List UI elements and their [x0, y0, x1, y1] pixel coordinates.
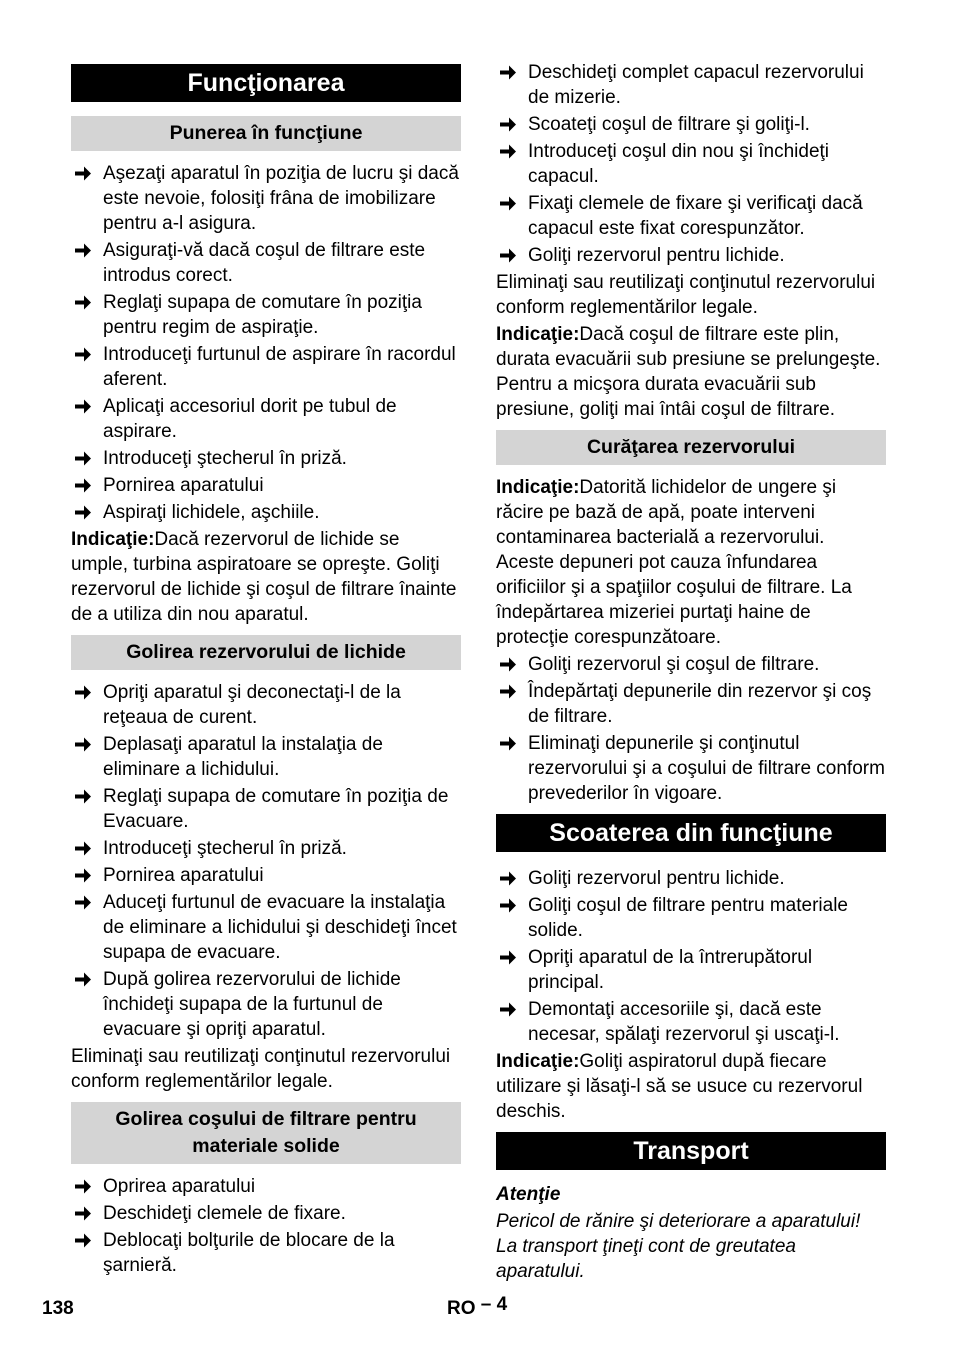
list-item: Deschideţi clemele de fixare. [71, 1201, 461, 1226]
arrow-right-icon [74, 1201, 92, 1226]
arrow-right-icon [499, 652, 517, 677]
list-item: Aşezaţi aparatul în poziţia de lucru şi dacă este nevoie, folosiţi frâna de imobilizare pentru a-l asigura. [71, 161, 461, 236]
arrow-right-icon [74, 967, 92, 992]
list-golirea-lichide [71, 680, 461, 1042]
list-item: Goliţi rezervorul pentru lichide. [496, 866, 886, 891]
list-item: Introduceţi ştecherul în priză. [71, 836, 461, 861]
arrow-right-icon [74, 784, 92, 809]
footer-section-number: 4 [496, 1294, 508, 1315]
heading-scoaterea-din-functiune: Scoaterea din funcţiune [496, 814, 886, 852]
list-item: Goliţi rezervorul pentru lichide. [496, 243, 886, 268]
list-item: Deschideţi complet capacul rezervorului de mizerie. [496, 60, 886, 110]
arrow-right-icon [74, 473, 92, 498]
arrow-right-icon [74, 342, 92, 367]
note-label: Indicaţie: [496, 324, 580, 345]
arrow-right-icon [74, 1174, 92, 1199]
arrow-right-icon [74, 836, 92, 861]
arrow-right-icon [74, 290, 92, 315]
body-paragraph: Eliminaţi sau reutilizaţi conţinutul rezervorului conform reglementărilor legale. [496, 272, 876, 318]
subheading-golirea-cosului: Golirea coşului de filtrare pentru materiale solide [71, 1102, 461, 1164]
arrow-right-icon [499, 997, 517, 1022]
list-item: Eliminaţi depunerile şi conţinutul rezervorului şi a coşului de filtrare conform prevederilor în vigoare. [496, 731, 886, 806]
list-item: Introduceţi coşul din nou şi închideţi capacul. [496, 139, 886, 189]
warning-label: Atenţie [496, 1184, 561, 1205]
list-item: Pornirea aparatului [71, 863, 461, 888]
list-item: Pornirea aparatului [71, 473, 461, 498]
arrow-right-icon [499, 679, 517, 704]
arrow-right-icon [499, 243, 517, 268]
footer-section [447, 1294, 508, 1320]
list-item: Demontaţi accesoriile şi, dacă este necesar, spălaţi rezervorul şi uscaţi-l. [496, 997, 886, 1047]
subheading-golirea-rezervorului: Golirea rezervorului de lichide [71, 635, 461, 670]
list-item: După golirea rezervorului de lichide închideţi supapa de la furtunul de evacuare şi opriţi aparatul. [71, 967, 461, 1042]
list-golirea-cosului [71, 1174, 461, 1278]
list-item: Opriţi aparatul de la întrerupătorul principal. [496, 945, 886, 995]
arrow-right-icon [74, 863, 92, 888]
list-item: Introduceţi furtunul de aspirare în racordul aferent. [71, 342, 461, 392]
footer-dash: – [480, 1294, 492, 1315]
subheading-punerea-in-functiune: Punerea în funcţiune [71, 116, 461, 151]
list-item: Reglaţi supapa de comutare în poziţia pentru regim de aspiraţie. [71, 290, 461, 340]
list-curatarea [496, 652, 886, 806]
list-golirea-cosului-cont [496, 60, 886, 268]
list-item: Deplasaţi aparatul la instalaţia de eliminare a lichidului. [71, 732, 461, 782]
page-number: 138 [42, 1298, 74, 1319]
arrow-right-icon [499, 191, 517, 216]
list-item: Opriţi aparatul şi deconectaţi-l de la reţeaua de curent. [71, 680, 461, 730]
arrow-right-icon [74, 394, 92, 419]
arrow-right-icon [499, 139, 517, 164]
arrow-right-icon [499, 893, 517, 918]
list-item: Fixaţi clemele de fixare şi verificaţi dacă capacul este fixat corespunzător. [496, 191, 886, 241]
list-item: Goliţi coşul de filtrare pentru materiale solide. [496, 893, 886, 943]
note-paragraph: Indicaţie:Dacă coşul de filtrare este plin, durata evacuării sub presiune se prelungeşte. Pentru a micşora durata evacuării sub presiune, goliţi mai întâi coşul de filtrare. [496, 324, 881, 420]
list-item: Aplicaţi accesoriul dorit pe tubul de aspirare. [71, 394, 461, 444]
body-paragraph: Eliminaţi sau reutilizaţi conţinutul rezervorului conform reglementărilor legale. [71, 1046, 451, 1092]
note-paragraph: Indicaţie:Goliţi aspiratorul după fiecare utilizare şi lăsaţi-l să se usuce cu rezervorul deschis. [496, 1051, 863, 1122]
list-item: Deblocaţi bolţurile de blocare de la şarnieră. [71, 1228, 461, 1278]
note-paragraph: Indicaţie:Datorită lichidelor de ungere şi răcire pe bază de apă, poate interveni contaminarea bacterială a rezervorului. Aceste depuneri pot cauza înfundarea orificiilor şi a spaţiilor coşului de filtrare. La îndepărtarea mizeriei purtaţi haine de protecţie corespunzătoare. [496, 477, 852, 648]
arrow-right-icon [499, 112, 517, 137]
arrow-right-icon [74, 500, 92, 525]
list-item: Aspiraţi lichidele, aşchiile. [71, 500, 461, 525]
arrow-right-icon [74, 446, 92, 471]
arrow-right-icon [74, 890, 92, 915]
list-item: Goliţi rezervorul şi coşul de filtrare. [496, 652, 886, 677]
arrow-right-icon [74, 161, 92, 186]
note-label: Indicaţie: [496, 1051, 580, 1072]
arrow-right-icon [499, 866, 517, 891]
subheading-curatarea-rezervorului: Curăţarea rezervorului [496, 430, 886, 465]
heading-transport: Transport [496, 1132, 886, 1170]
arrow-right-icon [499, 60, 517, 85]
list-punerea [71, 161, 461, 525]
warning-text: Pericol de rănire şi deteriorare a aparatului! La transport ţineţi cont de greutatea aparatului. [496, 1211, 861, 1282]
list-scoaterea [496, 866, 886, 1047]
list-item: Aduceţi furtunul de evacuare la instalaţia de eliminare a lichidului şi deschideţi încet supapa de evacuare. [71, 890, 461, 965]
arrow-right-icon [74, 732, 92, 757]
arrow-right-icon [74, 1228, 92, 1253]
list-item: Asiguraţi-vă dacă coşul de filtrare este introdus corect. [71, 238, 461, 288]
list-item: Introduceţi ştecherul în priză. [71, 446, 461, 471]
list-item: Reglaţi supapa de comutare în poziţia de Evacuare. [71, 784, 461, 834]
arrow-right-icon [74, 238, 92, 263]
list-item: Îndepărtaţi depunerile din rezervor şi coş de filtrare. [496, 679, 886, 729]
arrow-right-icon [499, 731, 517, 756]
right-column [496, 60, 886, 1286]
note-paragraph: Indicaţie:Dacă rezervorul de lichide se umple, turbina aspiratoare se opreşte. Goliţi rezervorul de lichide şi coşul de filtrare înainte de a utiliza din nou aparatul. [71, 529, 457, 625]
list-item: Scoateţi coşul de filtrare şi goliţi-l. [496, 112, 886, 137]
list-item: Oprirea aparatului [71, 1174, 461, 1199]
note-label: Indicaţie: [71, 529, 155, 550]
heading-functionarea: Funcţionarea [71, 64, 461, 102]
footer-lang: RO [447, 1298, 476, 1319]
left-column [71, 64, 461, 1280]
arrow-right-icon [499, 945, 517, 970]
arrow-right-icon [74, 680, 92, 705]
note-label: Indicaţie: [496, 477, 580, 498]
